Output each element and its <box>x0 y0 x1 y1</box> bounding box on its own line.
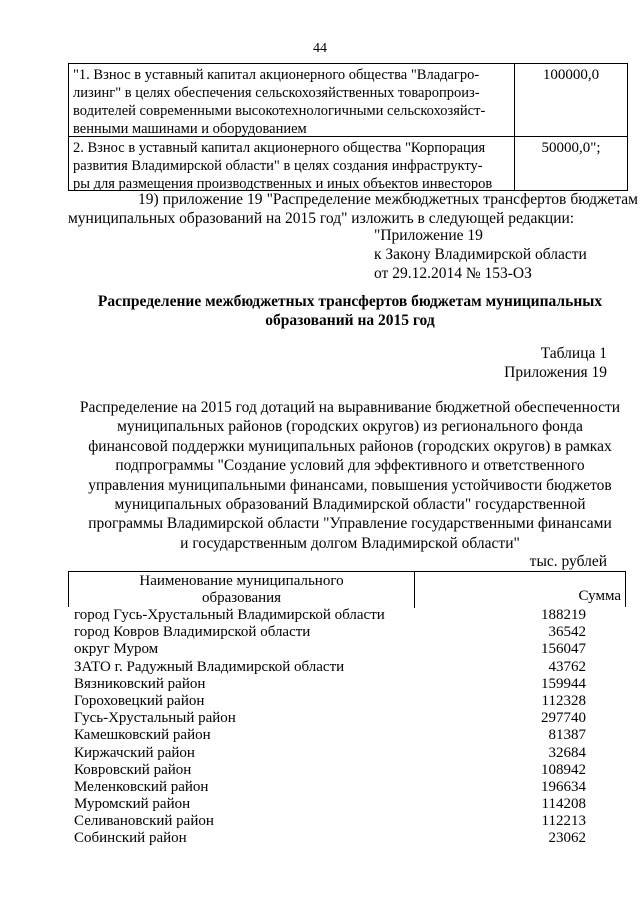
municipality-name: Камешковский район <box>74 727 211 744</box>
municipality-sum: 188219 <box>541 607 586 623</box>
municipality-name: ЗАТО г. Радужный Владимирской области <box>74 658 345 675</box>
municipality-name: Меленковский район <box>74 778 209 795</box>
table-row <box>68 710 626 727</box>
section-heading <box>60 292 640 330</box>
description-line: подпрограммы "Создание условий для эффективного и ответственного <box>115 457 585 475</box>
amendment-text-line: лизинг" в целях обеспечения сельскохозяйственных товаропроиз- <box>73 85 480 101</box>
table-row <box>68 745 626 762</box>
table-row <box>68 659 626 676</box>
municipality-sum: 196634 <box>541 778 586 795</box>
units-label: тыс. рублей <box>529 553 607 570</box>
header-sum: Сумма <box>578 588 621 604</box>
table-row <box>68 813 626 830</box>
table-row <box>68 830 626 847</box>
amendment-text <box>69 137 515 190</box>
municipality-name: Киржачский район <box>74 744 195 761</box>
item-19-paragraph: 19) приложение 19 "Распределение межбюджетных трансфертов бюджетам муниципальных образований на 2015 год" изложить в следующей редакции: <box>68 191 638 227</box>
table-label-line: Таблица 1 <box>540 345 607 362</box>
table-label-line: Приложения 19 <box>504 364 607 381</box>
table-row <box>68 693 626 710</box>
appendix-line: "Приложение 19 <box>374 227 483 244</box>
municipality-name: Муромский район <box>74 796 191 813</box>
amendment-sum: 50000,0"; <box>541 140 601 156</box>
description-line: программы Владимирской области "Управление государственными финансами <box>88 515 612 533</box>
municipality-name: Ковровский район <box>74 761 192 778</box>
municipality-sum: 108942 <box>541 761 586 778</box>
header-name <box>69 572 415 608</box>
amendment-table <box>68 63 628 191</box>
description-line: Распределение на 2015 год дотаций на выравнивание бюджетной обеспеченности <box>79 399 621 416</box>
description-line: и государственным долгом Владимирской области" <box>180 534 520 552</box>
municipality-sum: 81387 <box>548 727 586 744</box>
municipality-sum: 114208 <box>541 796 586 813</box>
municipality-sum: 43762 <box>548 658 586 675</box>
amendment-text <box>69 64 515 136</box>
amendment-row <box>69 64 627 137</box>
amendment-text-line: 2. Взнос в уставный капитал акционерного общества "Корпорация <box>73 140 486 156</box>
table-row <box>68 676 626 693</box>
table-body <box>68 607 626 848</box>
amendment-text-line: ры для размещения производственных и иных объектов инвесторов <box>73 176 493 192</box>
header-name-line: Наименование муниципального <box>139 573 344 589</box>
amendment-text-line: развития Владимирской области" в целях создания инфраструкту- <box>73 158 483 174</box>
table-row <box>68 624 626 641</box>
municipality-name: Селивановский район <box>74 813 214 830</box>
table-row <box>68 796 626 813</box>
description-line: управления муниципальными финансами, повышения устойчивости бюджетов <box>88 476 612 494</box>
municipality-name: Гороховецкий район <box>74 692 205 709</box>
amendment-text-line: венными машинами и оборудованием <box>73 121 307 137</box>
amendment-row <box>69 137 627 190</box>
table-label <box>407 344 607 382</box>
municipality-sum: 32684 <box>548 744 586 761</box>
table-description <box>60 398 640 553</box>
appendix-line: к Закону Владимирской области <box>374 246 587 263</box>
municipality-name: Гусь-Хрустальный район <box>74 710 236 727</box>
table-row <box>68 607 626 624</box>
amendment-text-line: "1. Взнос в уставный капитал акционерного общества "Владагро- <box>73 67 480 83</box>
heading-line: Распределение межбюджетных трансфертов бюджетам муниципальных <box>97 293 603 310</box>
municipality-name: округ Муром <box>74 641 159 658</box>
appendix-line: от 29.12.2014 № 153-ОЗ <box>374 265 532 282</box>
amendment-text-line: водителей современными высокотехнологичными сельскохозяйст- <box>73 103 486 119</box>
municipality-sum: 156047 <box>541 641 586 658</box>
amendment-sum: 100000,0 <box>542 67 600 83</box>
appendix-reference <box>374 226 634 283</box>
table-row <box>68 762 626 779</box>
municipality-name: Собинский район <box>74 830 187 847</box>
municipality-name: город Гусь-Хрустальный Владимирской области <box>74 607 385 623</box>
municipality-name: город Ковров Владимирской области <box>74 624 311 641</box>
table-row <box>68 779 626 796</box>
description-line: муниципальных районов (городских округов) из регионального фонда <box>117 418 583 436</box>
description-line: муниципальных образований Владимирской области" государственной <box>114 496 586 514</box>
municipality-sum: 36542 <box>548 624 586 641</box>
page-number: 44 <box>313 41 327 56</box>
municipality-sum: 112213 <box>541 813 586 830</box>
municipality-sum: 112328 <box>541 692 586 709</box>
heading-line: образований на 2015 год <box>265 312 435 329</box>
table-row <box>68 641 626 658</box>
municipality-sum: 23062 <box>548 830 586 847</box>
municipality-sum: 159944 <box>541 675 586 692</box>
municipality-name: Вязниковский район <box>74 675 206 692</box>
header-name-line: образования <box>201 590 282 606</box>
municipality-sum: 297740 <box>541 710 586 727</box>
table-row <box>68 727 626 744</box>
table-header <box>68 571 626 607</box>
description-line: финансовой поддержки муниципальных районов (городских округов) в рамках <box>88 437 612 455</box>
